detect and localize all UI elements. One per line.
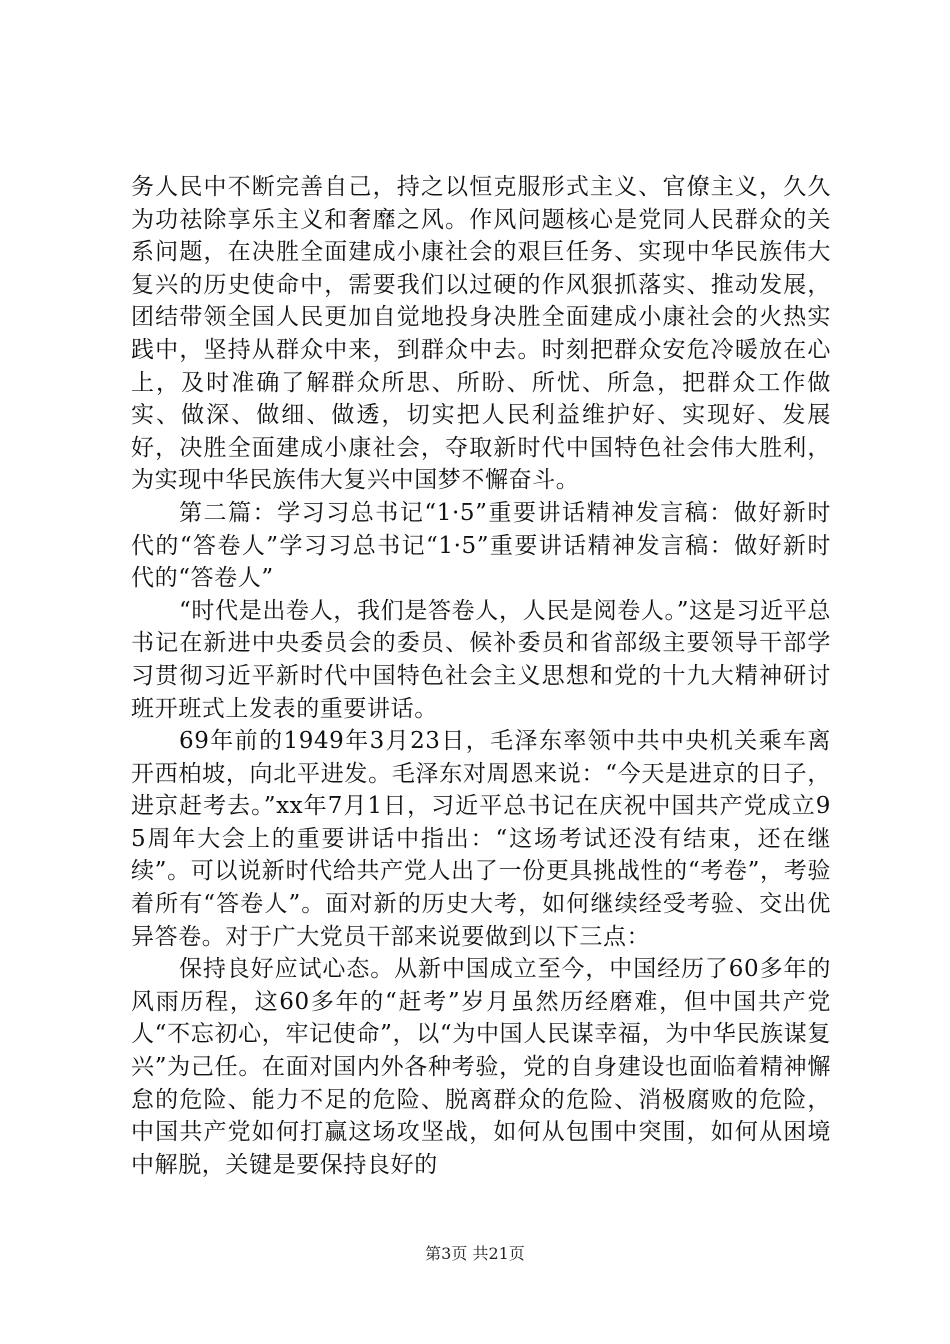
paragraph-mindset: 保持良好应试心态。从新中国成立至今，中国经历了60多年的风雨历程，这60多年的“赶考”岁月虽然历经磨难，但中国共产党人“不忘初心，牢记使命”，以“为中国人民谋幸福，为中华民族谋复兴”为己任。在面对国内外各种考验，党的自身建设也面临着精神懈怠的危险、能力不足的危险、脱离群众的危险、消极腐败的危险，中国共产党如何打赢这场攻坚战，如何从包围中突围，如何从困境中解脱，关键是要保持良好的 — [131, 956, 831, 1178]
page-footer: 第3页 共21页 — [425, 1244, 525, 1263]
document-body — [131, 171, 831, 1181]
paragraph-continuation: 务人民中不断完善自己，持之以恒克服形式主义、官僚主义，久久为功祛除享乐主义和奢靡之风。作风问题核心是党同人民群众的关系问题，在决胜全面建成小康社会的艰巨任务、实现中华民族伟大复兴的历史使命中，需要我们以过硬的作风狠抓落实、推动发展，团结带领全国人民更加自觉地投身决胜全面建成小康社会的火热实践中，坚持从群众中来，到群众中去。时刻把群众安危冷暖放在心上，及时准确了解群众所思、所盼、所忧、所急，把群众工作做实、做深、做细、做透，切实把人民利益维护好、实现好、发展好，决胜全面建成小康社会，夺取新时代中国特色社会伟大胜利，为实现中华民族伟大复兴中国梦不懈奋斗。 — [131, 174, 831, 494]
paragraph-history: 69年前的1949年3月23日，毛泽东率领中共中央机关乘车离开西柏坡，向北平进发。毛泽东对周恩来说：“今天是进京的日子，进京赶考去。”xx年7月1日，习近平总书记在庆祝中国共产党成立95周年大会上的重要讲话中指出：“这场考试还没有结束，还在继续”。可以说新时代给共产党人出了一份更具挑战性的“考卷”，考验着所有“答卷人”。面对新的历史大考，如何继续经受考验、交出优异答卷。对于广大党员干部来说要做到以下三点： — [131, 728, 831, 950]
paragraph-quote: “时代是出卷人，我们是答卷人，人民是阅卷人。”这是习近平总书记在新进中央委员会的委员、候补委员和省部级主要领导干部学习贯彻习近平新时代中国特色社会主义思想和党的十九大精神研讨班开班式上发表的重要讲话。 — [131, 597, 831, 722]
paragraph-section-title: 第二篇：学习习总书记“1·5”重要讲话精神发言稿：做好新时代的“答卷人”学习习总书记“1·5”重要讲话精神发言稿：做好新时代的“答卷人” — [131, 499, 831, 592]
